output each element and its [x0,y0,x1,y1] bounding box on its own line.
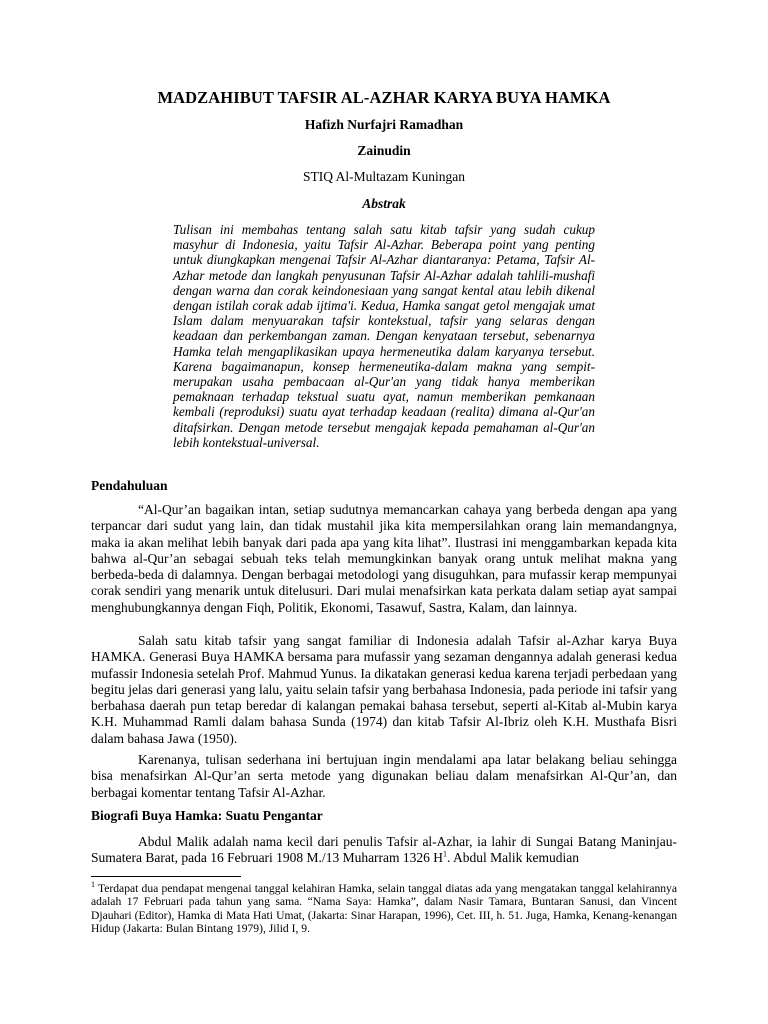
abstract-text: Tulisan ini membahas tentang salah satu kitab tafsir yang sudah cukup masyhur di Indonesia, yaitu Tafsir Al-Azhar. Beberapa point yang penting untuk diungkapkan mengenai Tafsir Al-Azhar diantaranya: Petama, Tafsir Al-Azhar metode dan langkah penyusunan Tafsir Al-Azhar adalah tahlili-mushafi dengan warna dan corak keindonesiaan yang sangat kental atau lebih dikenal dengan istilah corak adab ijtima'i. Kedua, Hamka sangat getol mengajak umat Islam dalam menyuarakan tafsir kontekstual, tafsir yang selaras dengan keadaan dan perkembangan zaman. Dengan kenyataan tersebut, sebenarnya Hamka telah mengaplikasikan upaya hermeneutika dalam karyanya tersebut. Karena bagaimanapun, konsep hermeneutika-dalam makna yang sempit-merupakan usaha pembacaan al-Qur'an yang tidak hanya memberikan pemaknaan terhadap tekstual suatu ayat, namun memberikan pemkanaan kembali (reproduksi) suatu ayat terhadap keadaan (realita) dimana al-Qur'an ditafsirkan. Dengan metode tersebut mengajak kepada pemahaman al-Qur'an lebih kontekstual-universal. [173,222,595,450]
paragraph-intro-3: Karenanya, tulisan sederhana ini bertujuan ingin mendalami apa latar belakang beliau sehingga bisa menafsirkan Al-Qur’an serta metode yang digunakan beliau dalam menafsirkan Al-Qur’an, dan berbagai komentar tentang Tafsir Al-Azhar. [91,752,677,800]
footnote-text: Terdapat dua pendapat mengenai tanggal kelahiran Hamka, selain tanggal diatas ada yang mengatakan tanggal kelahirannya adalah 17 Februari pada tahun yang sama. “Nama Saya: Hamka”, dalam Nasir Tamara, Buntaran Sanusi, dan Vincent Djauhari (Editor), Hamka di Mata Hati Umat, (Jakarta: Sinar Harapan, 1996), Cet. III, h. 51. Juga, Hamka, Kenang-kenangan Hidup (Jakarta: Bulan Bintang 1979), Jilid I, 9. [91,882,677,936]
author-1: Hafizh Nurfajri Ramadhan [304,117,464,132]
paragraph-biografi-1 [91,834,677,867]
paragraph-biografi-text-cont: . Abdul Malik kemudian [447,850,580,866]
author-2: Zainudin [357,143,411,158]
footnote-divider [91,876,241,877]
paper-title: MADZAHIBUT TAFSIR AL-AZHAR KARYA BUYA HAMKA [157,88,611,107]
section-heading-biografi: Biografi Buya Hamka: Suatu Pengantar [91,808,323,823]
footnote-ref-1[interactable]: 1 [443,849,448,859]
abstract-heading: Abstrak [362,196,406,211]
paragraph-intro-2: Salah satu kitab tafsir yang sangat familiar di Indonesia adalah Tafsir al-Azhar karya Buya HAMKA. Generasi Buya HAMKA bersama para mufassir yang sezaman dengannya adalah generasi kedua mufassir Indonesia setelah Prof. Mahmud Yunus. Ia dikatakan generasi kedua karena terjadi perbedaan yang begitu jelas dari generasi yang lalu, yaitu selain tafsir yang berbahasa Indonesia, pada periode ini tafsir yang berbahasa daerah pun tetap beredar di kalangan pemakai bahasa tersebut, seperti al-Kitab al-Mubin karya K.H. Muhammad Ramli dalam bahasa Sunda (1974) dan kitab Tafsir Al-Ibriz oleh K.H. Musthafa Bisri dalam bahasa Jawa (1950). [91,633,677,746]
paragraph-biografi-text: Abdul Malik adalah nama kecil dari penulis Tafsir al-Azhar, ia lahir di Sungai Batang Maninjau-Sumatera Barat, pada 16 Februari 1908 M./13 Muharram 1326 H [91,834,677,866]
paragraph-intro-1: “Al-Qur’an bagaikan intan, setiap sudutnya memancarkan cahaya yang berbeda dengan apa yang terpancar dari sudut yang lain, dan tidak mustahil jika kita mempersilahkan orang lain memandangnya, maka ia akan melihat lebih banyak dari pada apa yang kita lihat”. Ilustrasi ini menggambarkan kepada kita bahwa al-Qur’an sebagai sebuah teks telah memungkinkan banyak orang untuk melihat makna yang berbeda-beda di dalamnya. Dengan berbagai metodologi yang disuguhkan, para mufassir kerap mempunyai corak sendiri yang menarik untuk ditelusuri. Dari mulai menafsirkan kata perkata dalam setiap ayat sampai menghubungkannya dengan Fiqh, Politik, Ekonomi, Tasawuf, Sastra, Kalam, dan lainnya. [91,502,677,615]
affiliation: STIQ Al-Multazam Kuningan [303,169,465,184]
section-heading-pendahuluan: Pendahuluan [91,478,168,493]
footnote-number: 1 [91,880,95,890]
footnote-1 [91,882,677,936]
